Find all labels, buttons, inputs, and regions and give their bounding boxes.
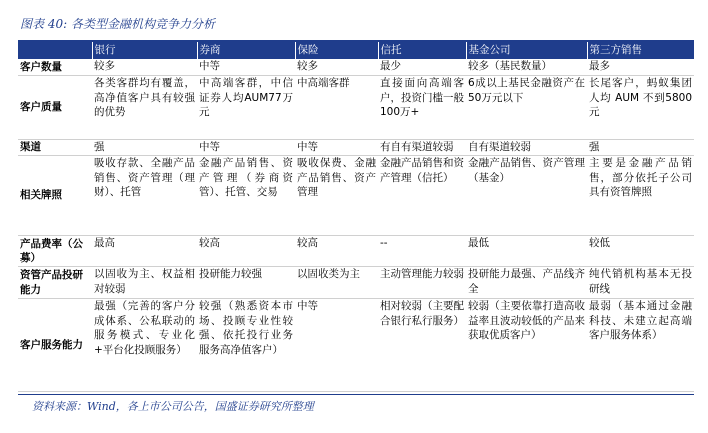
table-cell: 自有渠道较弱 (466, 140, 587, 156)
table-cell: 最少 (378, 59, 466, 76)
table-row (18, 76, 694, 140)
table-cell: 吸收存款、全融产品销售、资产管理（理财）、托管 (92, 156, 197, 236)
table-cell: 较高 (295, 236, 378, 267)
table-cell: 强 (92, 140, 197, 156)
row-header: 客户数量 (18, 59, 92, 76)
table-cell: 金融产品销售和资产管理（信托） (378, 156, 466, 236)
table-row (18, 267, 694, 299)
table-cell: 以固收为主、权益相对较弱 (92, 267, 197, 299)
table-header-row (18, 42, 694, 59)
table-cell: 有自有渠道较弱 (378, 140, 466, 156)
table-cell: 较强（熟悉资本市场、投顾专业性较强、依托投行业务服务高净值客户） (197, 299, 295, 392)
table-cell: 中等 (295, 140, 378, 156)
table-cell: 直接面向高端客户，投资门槛一般100万+ (378, 76, 466, 140)
table-cell: 金融产品销售、资产管理（券商资管）、托管、交易 (197, 156, 295, 236)
table-cell: 最低 (466, 236, 587, 267)
table-row (18, 59, 694, 76)
header-cell: 保险 (295, 42, 378, 59)
row-header: 客户服务能力 (18, 299, 92, 392)
table-row (18, 140, 694, 156)
table-cell: 吸收保费、金融产品销售、资产管理 (295, 156, 378, 236)
row-header: 渠道 (18, 140, 92, 156)
figure-title: 图表 40: 各类型金融机构竞争力分析 (20, 17, 215, 31)
table-cell: 中等 (197, 59, 295, 76)
table-cell: 较弱（主要依靠打造高收益率且波动较低的产品来获取优质客户） (466, 299, 587, 392)
table-cell: 中等 (295, 299, 378, 392)
comparison-table (18, 42, 694, 392)
bottom-rule (18, 394, 694, 395)
table-cell: 中等 (197, 140, 295, 156)
table-cell: 较高 (197, 236, 295, 267)
table-cell: 强 (587, 140, 694, 156)
table-cell: 最强（完善的客户分成体系、公私联动的服务模式、专业化+平台化投顾服务） (92, 299, 197, 392)
table-cell: 各类客群均有覆盖，高净值客户具有较强的优势 (92, 76, 197, 140)
header-cell: 券商 (197, 42, 295, 59)
table-cell: 主要是金融产品销售，部分依托子公司具有资管牌照 (587, 156, 694, 236)
row-header: 产品费率（公募） (18, 236, 92, 267)
table-cell: 主动管理能力较弱 (378, 267, 466, 299)
header-cell (18, 42, 92, 59)
table-cell: 纯代销机构基本无投研线 (587, 267, 694, 299)
header-cell: 基金公司 (466, 42, 587, 59)
table-cell: 较多 (92, 59, 197, 76)
table-cell: 较多 (295, 59, 378, 76)
table-cell: 金融产品销售、资产管理（基金） (466, 156, 587, 236)
row-header: 资管产品投研能力 (18, 267, 92, 299)
header-cell: 第三方销售 (587, 42, 694, 59)
header-cell: 信托 (378, 42, 466, 59)
table-cell: 最弱（基本通过金融科技、未建立起高端客户服务体系） (587, 299, 694, 392)
row-header: 客户质量 (18, 76, 92, 140)
table-row (18, 236, 694, 267)
table-cell: 较多（基民数量） (466, 59, 587, 76)
table-cell: 6成以上基民金融资产在50万元以下 (466, 76, 587, 140)
table-cell: 相对较弱（主要配合银行私行服务） (378, 299, 466, 392)
table-row (18, 156, 694, 236)
table-cell: 投研能力最强、产品线齐全 (466, 267, 587, 299)
header-cell: 银行 (92, 42, 197, 59)
row-header: 相关牌照 (18, 156, 92, 236)
table-cell: 长尾客户，蚂蚁集团人均 AUM 不到5800元 (587, 76, 694, 140)
table-cell: -- (378, 236, 466, 267)
table-cell: 投研能力较强 (197, 267, 295, 299)
table-row (18, 299, 694, 392)
source-note: 资料来源：Wind，各上市公司公告，国盛证券研究所整理 (32, 400, 314, 413)
table-cell: 以固收类为主 (295, 267, 378, 299)
table-cell: 最多 (587, 59, 694, 76)
table-cell: 最高 (92, 236, 197, 267)
table-cell: 中高端客群，中信证券人均AUM77万元 (197, 76, 295, 140)
table-cell: 较低 (587, 236, 694, 267)
table-cell: 中高端客群 (295, 76, 378, 140)
